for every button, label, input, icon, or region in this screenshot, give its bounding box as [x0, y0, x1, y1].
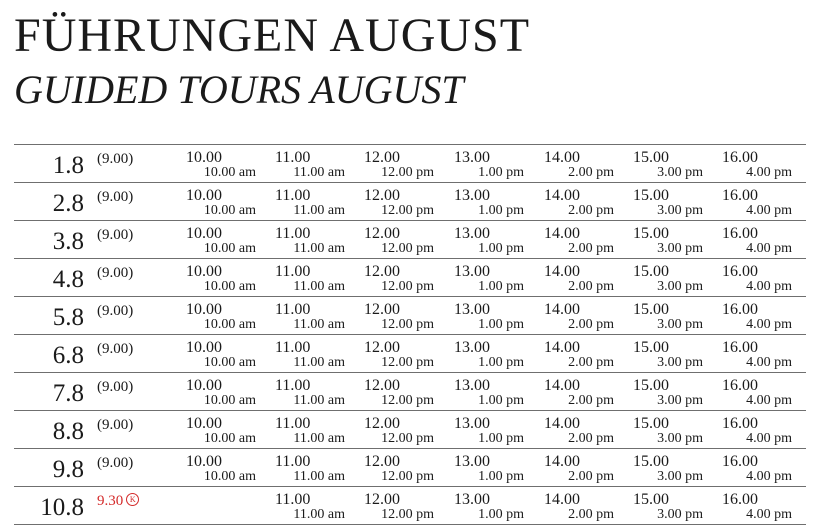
time-12h: 1.00 pm: [478, 279, 524, 294]
time-24h: 16.00: [722, 453, 758, 470]
tour-time-slot: [544, 225, 634, 257]
schedule-row: [14, 411, 806, 449]
time-12h: 2.00 pm: [568, 317, 614, 332]
tour-time-slot: [544, 415, 634, 447]
time-12h: 11.00 am: [293, 165, 345, 180]
time-12h: 3.00 pm: [657, 203, 703, 218]
tour-time-slot: [454, 339, 544, 371]
time-24h: 11.00: [275, 263, 311, 280]
time-12h: 10.00 am: [203, 469, 256, 484]
time-24h: 14.00: [544, 187, 580, 204]
schedule-row: [14, 259, 806, 297]
time-12h: 11.00 am: [293, 317, 345, 332]
time-12h: 4.00 pm: [746, 355, 792, 370]
time-12h: 4.00 pm: [746, 165, 792, 180]
early-tour-time: [97, 150, 133, 168]
time-12h: 4.00 pm: [746, 469, 792, 484]
time-12h: 1.00 pm: [478, 241, 524, 256]
time-24h: 11.00: [275, 339, 311, 356]
time-12h: 3.00 pm: [657, 355, 703, 370]
tour-time-slot: [454, 301, 544, 333]
tour-time-slot: [454, 415, 544, 447]
time-24h: 12.00: [364, 491, 400, 508]
tour-time-slot: [364, 149, 454, 181]
time-12h: 4.00 pm: [746, 393, 792, 408]
tour-time-slot: [275, 301, 365, 333]
time-24h: 15.00: [633, 339, 669, 356]
tour-time-slot: [364, 301, 454, 333]
time-24h: 16.00: [722, 339, 758, 356]
time-24h: 16.00: [722, 301, 758, 318]
tour-time-slot: [454, 149, 544, 181]
time-12h: 10.00 am: [203, 393, 256, 408]
time-24h: 14.00: [544, 491, 580, 508]
time-12h: 11.00 am: [293, 279, 345, 294]
tour-time-slot: [633, 415, 723, 447]
tour-time-slot: [633, 263, 723, 295]
time-24h: 13.00: [454, 225, 490, 242]
tour-time-slot: [544, 187, 634, 219]
time-24h: 12.00: [364, 187, 400, 204]
tour-time-slot: [186, 263, 276, 295]
time-24h: 14.00: [544, 263, 580, 280]
time-24h: 11.00: [275, 453, 311, 470]
time-12h: 2.00 pm: [568, 469, 614, 484]
time-24h: 13.00: [454, 453, 490, 470]
tour-time-slot: [454, 453, 544, 485]
tour-time-slot: [186, 301, 276, 333]
tour-date: 2.8: [52, 190, 84, 217]
tour-time-slot: [275, 415, 365, 447]
time-24h: 14.00: [544, 149, 580, 166]
tour-time-slot: [544, 149, 634, 181]
tour-time-slot: [633, 187, 723, 219]
time-24h: 14.00: [544, 225, 580, 242]
early-tour-time: [97, 188, 133, 206]
time-12h: 2.00 pm: [568, 203, 614, 218]
time-12h: 4.00 pm: [746, 507, 792, 522]
tour-date: 1.8: [52, 152, 84, 179]
time-24h: 14.00: [544, 339, 580, 356]
time-24h: 12.00: [364, 263, 400, 280]
tour-time-slot: [454, 377, 544, 409]
tour-time-slot: [186, 377, 276, 409]
time-12h: 1.00 pm: [478, 317, 524, 332]
time-12h: 1.00 pm: [478, 431, 524, 446]
time-12h: 3.00 pm: [657, 279, 703, 294]
time-24h: 12.00: [364, 339, 400, 356]
page-subtitle: GUIDED TOURS AUGUST: [14, 67, 464, 112]
time-12h: 3.00 pm: [657, 317, 703, 332]
tour-time-slot: [633, 225, 723, 257]
time-12h: 3.00 pm: [657, 507, 703, 522]
tour-time-slot: [364, 263, 454, 295]
tour-time-slot: [364, 377, 454, 409]
tour-time-slot: [186, 415, 276, 447]
time-24h: 16.00: [722, 187, 758, 204]
special-tour-time: [97, 492, 139, 510]
time-12h: 1.00 pm: [478, 469, 524, 484]
tour-time-slot: [722, 149, 812, 181]
time-24h: 11.00: [275, 149, 311, 166]
tour-time-slot: [275, 491, 365, 523]
time-24h: 11.00: [275, 491, 311, 508]
early-time-text: (9.00): [97, 265, 134, 281]
time-12h: 2.00 pm: [568, 431, 614, 446]
schedule-row: [14, 449, 806, 487]
early-tour-time: [97, 454, 133, 472]
tour-time-slot: [364, 339, 454, 371]
tour-time-slot: [454, 225, 544, 257]
tour-time-slot: [633, 339, 723, 371]
early-tour-time: [97, 264, 133, 282]
time-12h: 11.00 am: [293, 355, 345, 370]
time-24h: 14.00: [544, 453, 580, 470]
early-time-text: (9.00): [97, 455, 134, 471]
tour-time-slot: [275, 149, 365, 181]
tour-time-slot: [544, 453, 634, 485]
time-12h: 2.00 pm: [568, 355, 614, 370]
tour-time-slot: [722, 225, 812, 257]
time-24h: 13.00: [454, 187, 490, 204]
tour-time-slot: [544, 377, 634, 409]
time-24h: 10.00: [186, 301, 222, 318]
tour-time-slot: [186, 453, 276, 485]
time-24h: 15.00: [633, 491, 669, 508]
early-time-text: (9.00): [97, 189, 134, 205]
time-12h: 11.00 am: [293, 241, 345, 256]
schedule-row: [14, 335, 806, 373]
time-24h: 13.00: [454, 415, 490, 432]
time-24h: 14.00: [544, 415, 580, 432]
time-24h: 13.00: [454, 149, 490, 166]
time-24h: 16.00: [722, 263, 758, 280]
time-12h: 11.00 am: [293, 393, 345, 408]
time-24h: 16.00: [722, 491, 758, 508]
time-12h: 1.00 pm: [478, 203, 524, 218]
time-12h: 4.00 pm: [746, 241, 792, 256]
tour-time-slot: [722, 301, 812, 333]
tour-time-slot: [454, 263, 544, 295]
time-24h: 15.00: [633, 415, 669, 432]
tour-time-slot: [364, 187, 454, 219]
time-24h: 12.00: [364, 453, 400, 470]
time-12h: 12.00 pm: [381, 431, 434, 446]
time-12h: 12.00 pm: [381, 355, 434, 370]
time-12h: 10.00 am: [203, 203, 256, 218]
time-24h: 12.00: [364, 415, 400, 432]
time-12h: 2.00 pm: [568, 507, 614, 522]
time-24h: 11.00: [275, 225, 311, 242]
time-12h: 3.00 pm: [657, 469, 703, 484]
time-24h: 13.00: [454, 339, 490, 356]
time-12h: 1.00 pm: [478, 507, 524, 522]
time-24h: 15.00: [633, 187, 669, 204]
time-24h: 13.00: [454, 263, 490, 280]
time-24h: 11.00: [275, 301, 311, 318]
tour-time-slot: [275, 453, 365, 485]
tour-time-slot: [722, 415, 812, 447]
tour-schedule-table: [14, 144, 806, 525]
time-24h: 14.00: [544, 301, 580, 318]
time-12h: 2.00 pm: [568, 279, 614, 294]
time-24h: 15.00: [633, 453, 669, 470]
time-12h: 10.00 am: [203, 431, 256, 446]
time-12h: 4.00 pm: [746, 431, 792, 446]
tour-date: 10.8: [40, 494, 84, 521]
time-12h: 12.00 pm: [381, 241, 434, 256]
tour-time-slot: [544, 339, 634, 371]
time-12h: 3.00 pm: [657, 241, 703, 256]
time-24h: 10.00: [186, 187, 222, 204]
tour-time-slot: [722, 339, 812, 371]
time-12h: 12.00 pm: [381, 317, 434, 332]
time-12h: 12.00 pm: [381, 507, 434, 522]
time-24h: 13.00: [454, 491, 490, 508]
early-time-text: 9.30: [97, 493, 124, 509]
schedule-row: [14, 183, 806, 221]
tour-time-slot: [186, 187, 276, 219]
time-24h: 15.00: [633, 263, 669, 280]
time-12h: 2.00 pm: [568, 393, 614, 408]
time-12h: 1.00 pm: [478, 165, 524, 180]
time-24h: 10.00: [186, 415, 222, 432]
time-12h: 4.00 pm: [746, 279, 792, 294]
time-12h: 10.00 am: [203, 279, 256, 294]
tour-date: 9.8: [52, 456, 84, 483]
tour-time-slot: [275, 187, 365, 219]
early-tour-time: [97, 340, 133, 358]
schedule-row: [14, 297, 806, 335]
tour-time-slot: [275, 377, 365, 409]
time-24h: 16.00: [722, 415, 758, 432]
time-24h: 12.00: [364, 225, 400, 242]
time-24h: 10.00: [186, 263, 222, 280]
tour-time-slot: [275, 263, 365, 295]
tour-time-slot: [722, 187, 812, 219]
early-time-text: (9.00): [97, 417, 134, 433]
tour-time-slot: [633, 301, 723, 333]
early-tour-time: [97, 416, 133, 434]
time-12h: 11.00 am: [293, 431, 345, 446]
tour-time-slot: [633, 149, 723, 181]
time-12h: 2.00 pm: [568, 241, 614, 256]
early-tour-time: [97, 378, 133, 396]
time-12h: 12.00 pm: [381, 393, 434, 408]
tour-time-slot: [722, 491, 812, 523]
early-time-text: (9.00): [97, 227, 134, 243]
time-24h: 15.00: [633, 225, 669, 242]
tour-date: 3.8: [52, 228, 84, 255]
early-time-text: (9.00): [97, 379, 134, 395]
tour-time-slot: [364, 415, 454, 447]
early-time-text: (9.00): [97, 303, 134, 319]
tour-time-slot: [633, 453, 723, 485]
time-24h: 16.00: [722, 377, 758, 394]
schedule-row: [14, 487, 806, 525]
time-24h: 13.00: [454, 377, 490, 394]
time-24h: 11.00: [275, 377, 311, 394]
early-time-text: (9.00): [97, 151, 134, 167]
tour-time-slot: [364, 225, 454, 257]
time-12h: 3.00 pm: [657, 431, 703, 446]
tour-time-slot: [186, 339, 276, 371]
time-24h: 15.00: [633, 149, 669, 166]
time-12h: 11.00 am: [293, 469, 345, 484]
circled-k-icon: K: [126, 493, 139, 506]
time-12h: 10.00 am: [203, 317, 256, 332]
time-12h: 1.00 pm: [478, 355, 524, 370]
time-12h: 4.00 pm: [746, 317, 792, 332]
tour-time-slot: [186, 225, 276, 257]
time-12h: 1.00 pm: [478, 393, 524, 408]
time-12h: 11.00 am: [293, 203, 345, 218]
tour-time-slot: [364, 453, 454, 485]
tour-time-slot: [722, 263, 812, 295]
time-12h: 12.00 pm: [381, 469, 434, 484]
time-12h: 10.00 am: [203, 241, 256, 256]
time-24h: 15.00: [633, 301, 669, 318]
time-24h: 16.00: [722, 225, 758, 242]
time-12h: 12.00 pm: [381, 165, 434, 180]
time-24h: 15.00: [633, 377, 669, 394]
tour-time-slot: [186, 149, 276, 181]
tour-time-slot: [633, 491, 723, 523]
tour-time-slot: [633, 377, 723, 409]
tour-date: 6.8: [52, 342, 84, 369]
time-24h: 12.00: [364, 149, 400, 166]
tour-time-slot: [275, 339, 365, 371]
time-12h: 11.00 am: [293, 507, 345, 522]
time-24h: 12.00: [364, 301, 400, 318]
time-12h: 3.00 pm: [657, 165, 703, 180]
tour-time-slot: [544, 491, 634, 523]
time-24h: 10.00: [186, 377, 222, 394]
time-24h: 11.00: [275, 187, 311, 204]
tour-time-slot: [364, 491, 454, 523]
tour-date: 5.8: [52, 304, 84, 331]
tour-date: 7.8: [52, 380, 84, 407]
tour-date: 4.8: [52, 266, 84, 293]
tour-time-slot: [454, 187, 544, 219]
time-12h: 3.00 pm: [657, 393, 703, 408]
page-title: FÜHRUNGEN AUGUST: [14, 9, 531, 62]
early-tour-time: [97, 226, 133, 244]
time-24h: 10.00: [186, 339, 222, 356]
tour-time-slot: [544, 263, 634, 295]
time-12h: 4.00 pm: [746, 203, 792, 218]
schedule-row: [14, 221, 806, 259]
time-24h: 11.00: [275, 415, 311, 432]
time-12h: 10.00 am: [203, 355, 256, 370]
time-24h: 13.00: [454, 301, 490, 318]
time-24h: 16.00: [722, 149, 758, 166]
schedule-row: [14, 373, 806, 411]
time-24h: 12.00: [364, 377, 400, 394]
time-12h: 2.00 pm: [568, 165, 614, 180]
time-24h: 10.00: [186, 453, 222, 470]
early-tour-time: [97, 302, 133, 320]
tour-time-slot: [544, 301, 634, 333]
time-24h: 10.00: [186, 149, 222, 166]
tour-time-slot: [722, 453, 812, 485]
time-24h: 14.00: [544, 377, 580, 394]
tour-time-slot: [722, 377, 812, 409]
time-12h: 12.00 pm: [381, 279, 434, 294]
time-12h: 12.00 pm: [381, 203, 434, 218]
time-24h: 10.00: [186, 225, 222, 242]
tour-date: 8.8: [52, 418, 84, 445]
schedule-row: [14, 145, 806, 183]
time-12h: 10.00 am: [203, 165, 256, 180]
tour-time-slot: [275, 225, 365, 257]
early-time-text: (9.00): [97, 341, 134, 357]
tour-time-slot: [454, 491, 544, 523]
